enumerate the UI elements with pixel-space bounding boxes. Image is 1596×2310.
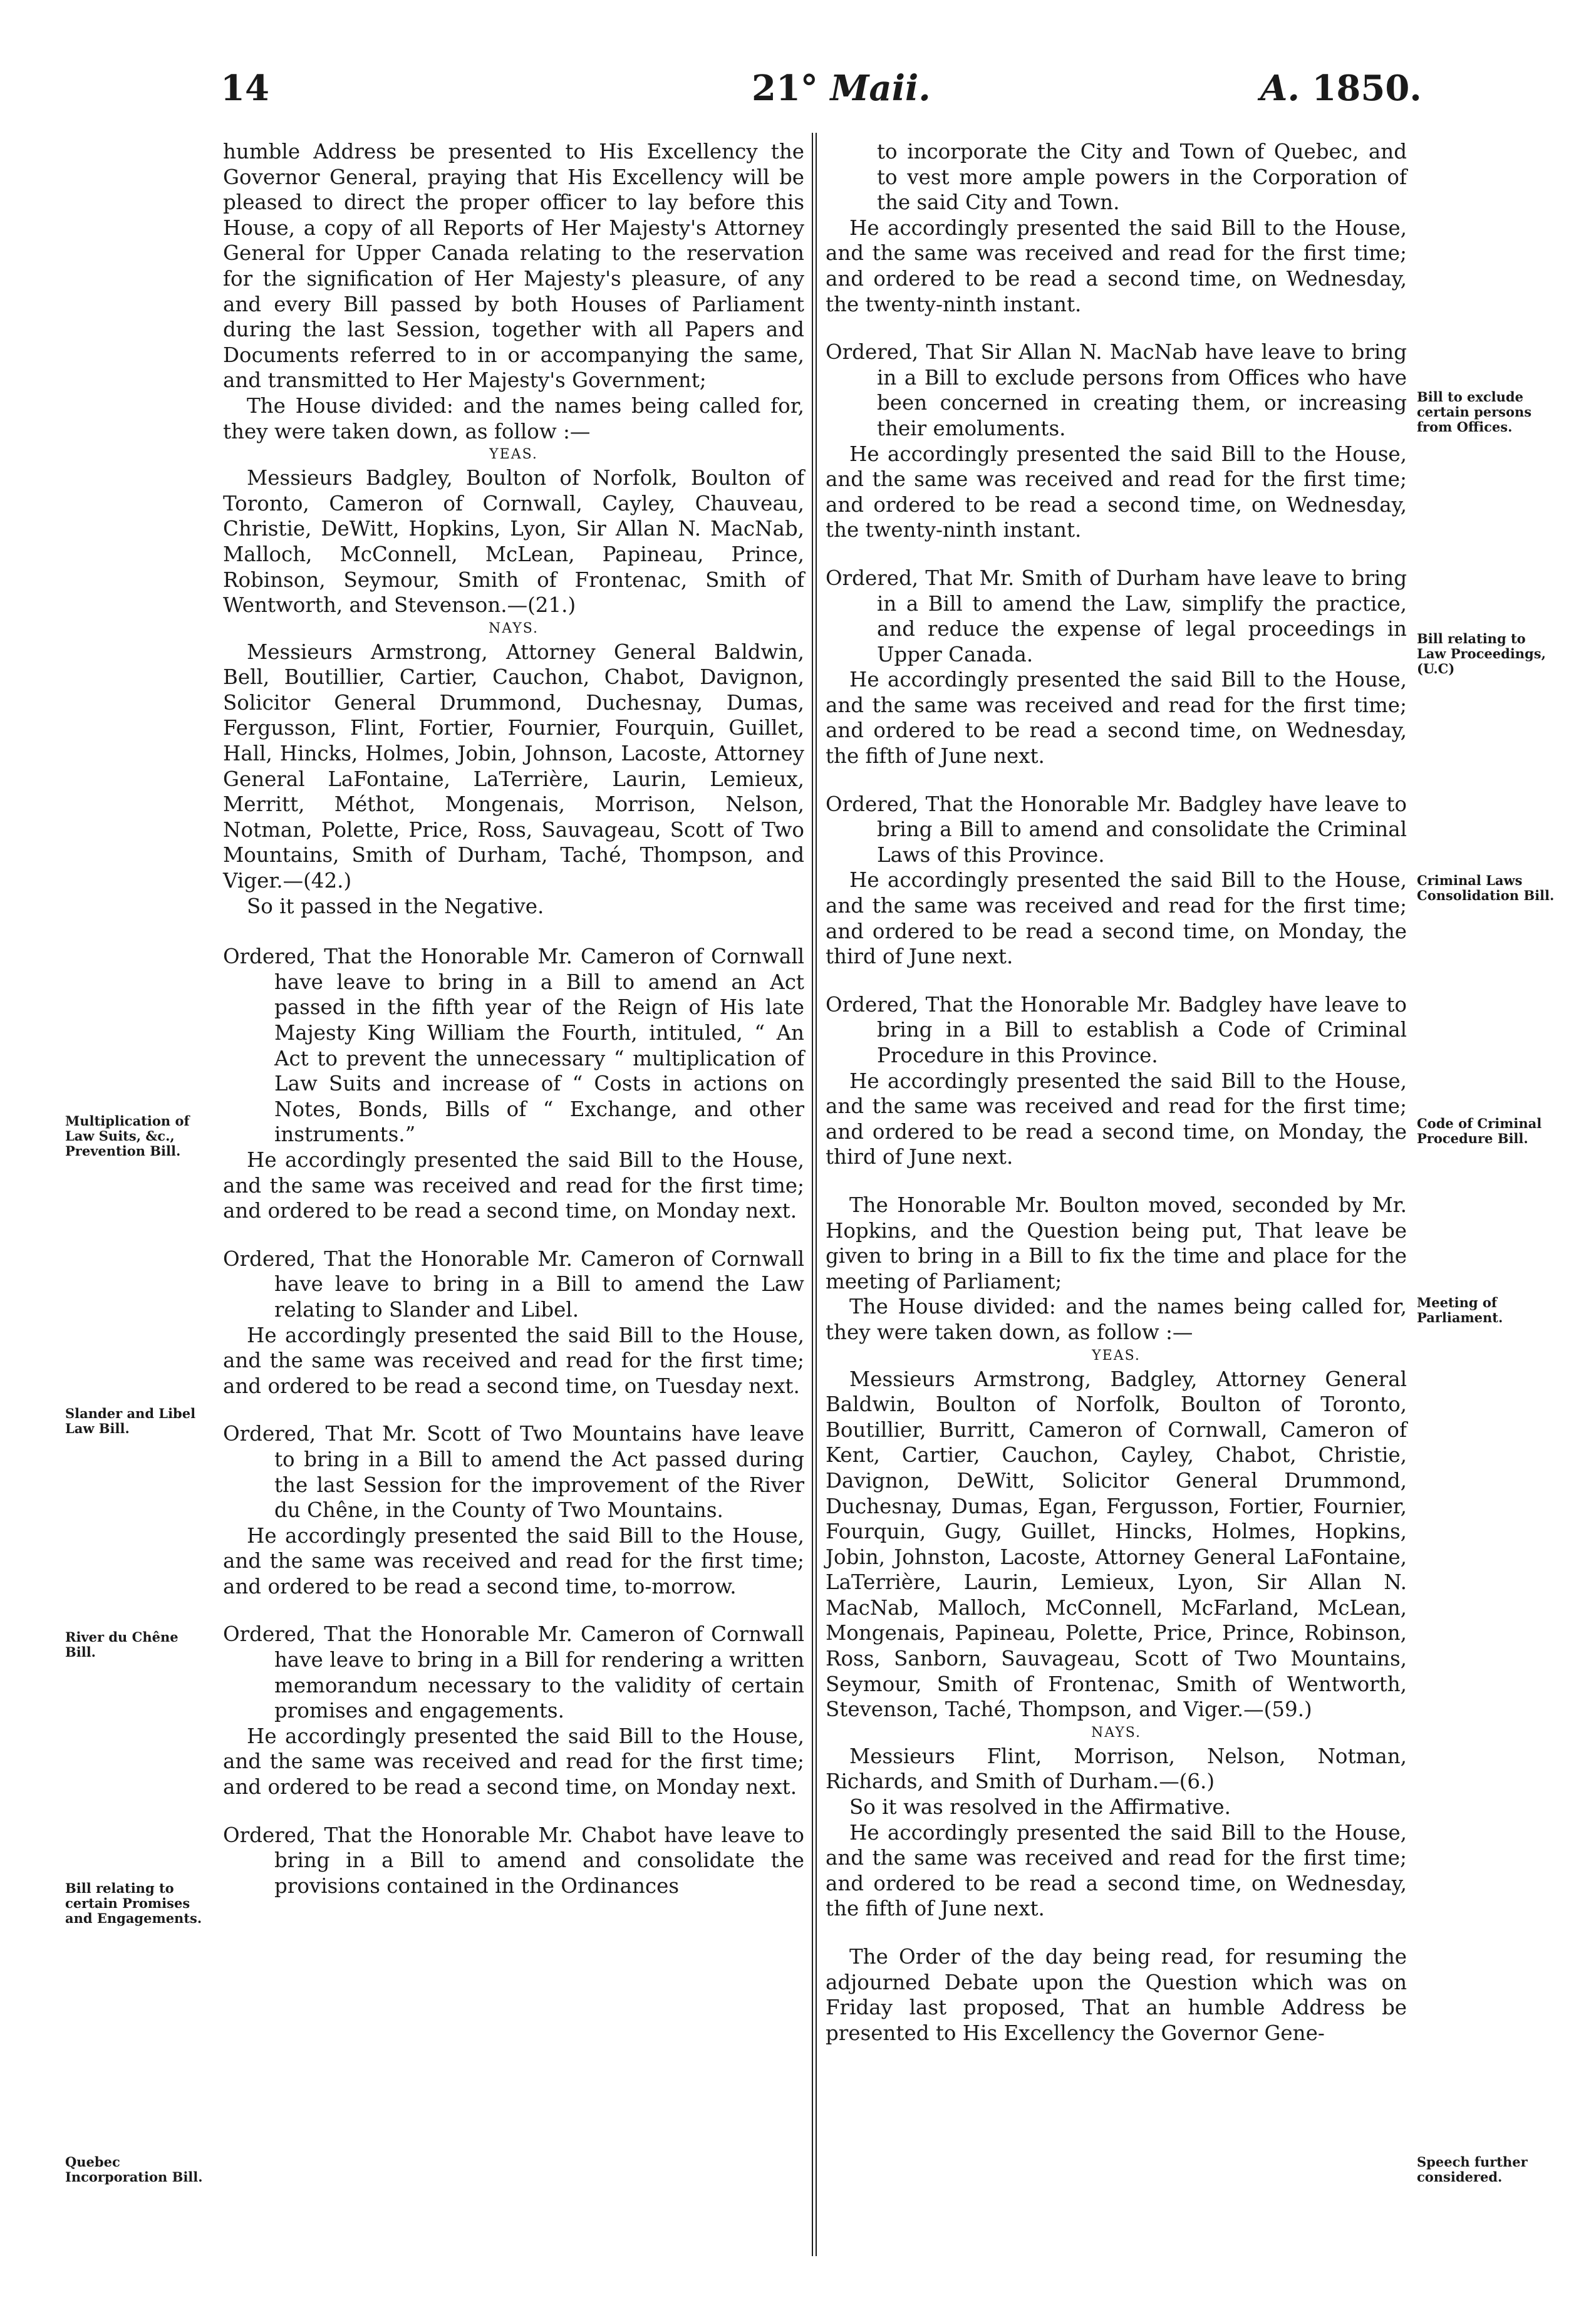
paragraph: humble Address be presented to His Excellency the Governor General, praying that His Excellency will be pleased to direct the proper officer to lay before this House, a copy of all Reports of Her Majesty's Attorney General for Upper Canada relating to the reservation for the signification of Her Majesty's pleasure, of any and every Bill passed by both Houses of Parliament during the last Session, together with all Papers and Documents referred to in or accompanying the same, and transmitted to Her Majesty's Government; xyxy=(223,140,804,393)
yeas-list: Messieurs Armstrong, Badgley, Attorney General Baldwin, Boulton of Norfolk, Boulton of Toronto, Boutillier, Burritt, Cameron of Cornwall, Cameron of Kent, Cartier, Cauchon, Cayley, Chabot, Christie, Davignon, DeWitt, Solicitor General Drummond, Duchesnay, Dumas, Egan, Fergusson, Fortier, Fournier, Fourquin, Gugy, Guillet, Hincks, Holmes, Hopkins, Jobin, Johnston, Lacoste, Attorney General LaFontaine, LaTerrière, Laurin, Lemieux, Lyon, Sir Allan N. MacNab, Malloch, McConnell, McFarland, McLean, Mongenais, Papineau, Polette, Price, Prince, Robinson, Ross, Sanborn, Sauvageau, Scott of Two Mountains, Seymour, Smith of Frontenac, Smith of Wentworth, Stevenson, Taché, Thompson, and Viger.—(59.) xyxy=(826,1367,1407,1722)
paragraph: The House divided: and the names being called for, they were taken down, as follow :— xyxy=(826,1295,1407,1344)
order-paragraph: Ordered, That the Honorable Mr. Cameron of Cornwall have leave to bring in a Bill to amend the Law relating to Slander and Libel. xyxy=(223,1246,804,1322)
paragraph: He accordingly presented the said Bill to the House, and the same was received and read for the first time; and ordered to be read a second time, on Wednesday, the twenty-ninth instant. xyxy=(826,215,1407,316)
paragraph: to incorporate the City and Town of Quebec, and to vest more ample powers in the Corporation of the said City and Town. xyxy=(877,140,1407,215)
left-column xyxy=(223,139,804,1898)
margin-note: Criminal Laws Consolidation Bill. xyxy=(1417,873,1555,903)
paragraph: So it passed in the Negative. xyxy=(247,894,544,918)
margin-note: Multiplication of Law Suits, &c., Prevention Bill. xyxy=(65,1113,190,1159)
order-paragraph: Ordered, That the Honorable Mr. Badgley have leave to bring a Bill to amend and consolidate the Criminal Laws of this Province. xyxy=(826,792,1407,867)
year-value: 1850. xyxy=(1299,68,1422,109)
page-header xyxy=(0,68,1596,124)
header-date xyxy=(752,68,931,109)
year-prefix: A. xyxy=(1260,68,1300,109)
margin-note: Bill to exclude certain persons from Offices. xyxy=(1417,389,1532,435)
nays-list: Messieurs Flint, Morrison, Nelson, Notman, Richards, and Smith of Durham.—(6.) xyxy=(826,1744,1407,1794)
yeas-list: Messieurs Badgley, Boulton of Norfolk, Boulton of Toronto, Cameron of Cornwall, Cayley, Chauveau, Christie, DeWitt, Hopkins, Lyon, Sir Allan N. MacNab, Malloch, McConnell, McLean, Papineau, Prince, Robinson, Seymour, Smith of Frontenac, Smith of Wentworth, and Stevenson.—(21.) xyxy=(223,466,804,618)
date-month: Maii. xyxy=(830,68,931,109)
order-paragraph: Ordered, That the Honorable Mr. Chabot have leave to bring in a Bill to amend and consolidate the provisions contained in the Ordinances xyxy=(223,1823,804,1898)
paragraph: So it was resolved in the Affirmative. xyxy=(849,1795,1231,1820)
paragraph: He accordingly presented the said Bill to the House, and the same was received and read for the first time; and ordered to be read a second time, on Wednesday, the twenty-ninth instant. xyxy=(826,442,1407,542)
order-paragraph: Ordered, That the Honorable Mr. Badgley have leave to bring in a Bill to establish a Code of Criminal Procedure in this Province. xyxy=(826,992,1407,1067)
right-column xyxy=(826,139,1407,2046)
column-rule xyxy=(816,133,817,2256)
header-year xyxy=(1260,68,1422,109)
order-paragraph: Ordered, That Mr. Scott of Two Mountains have leave to bring in a Bill to amend the Act passed during the last Session for the improvement of the River du Chêne, in the County of Two Mountains. xyxy=(223,1422,804,1523)
paragraph: He accordingly presented the said Bill to the House, and the same was received and read for the first time; and ordered to be read a second time, on Tuesday next. xyxy=(223,1323,804,1398)
paragraph: He accordingly presented the said Bill to the House, and the same was received and read for the first time; and ordered to be read a second time, on Wednesday, the fifth of June next. xyxy=(826,668,1407,769)
order-paragraph: Ordered, That Mr. Smith of Durham have leave to bring in a Bill to amend the Law, simplify the practice, and reduce the expense of legal proceedings in Upper Canada. xyxy=(826,566,1407,666)
margin-note: Quebec Incorporation Bill. xyxy=(65,2154,203,2185)
margin-note: Meeting of Parliament. xyxy=(1417,1295,1503,1325)
date-day: 21° xyxy=(752,68,831,109)
margin-note: Bill relating to Law Proceedings, (U.C) xyxy=(1417,631,1546,676)
motion-paragraph: The Honorable Mr. Boulton moved, seconded by Mr. Hopkins, and the Question being put, That leave be given to bring in a Bill to fix the time and place for the meeting of Parliament; xyxy=(826,1193,1407,1293)
paragraph: The House divided: and the names being called for, they were taken down, as follow :— xyxy=(223,393,804,443)
yeas-label: YEAS. xyxy=(1092,1347,1141,1364)
paragraph: The Order of the day being read, for resuming the adjourned Debate upon the Question which was on Friday last proposed, That an humble Address be presented to His Excellency the Governor Gene- xyxy=(826,1945,1407,2045)
margin-note: Bill relating to certain Promises and Engagements. xyxy=(65,1880,202,1926)
paragraph: He accordingly presented the said Bill to the House, and the same was received and read for the first time; and ordered to be read a second time, to-morrow. xyxy=(223,1523,804,1598)
paragraph: He accordingly presented the said Bill to the House, and the same was received and read for the first time; and ordered to be read a second time, on Monday next. xyxy=(223,1724,804,1800)
margin-note: Code of Criminal Procedure Bill. xyxy=(1417,1116,1542,1146)
column-rule xyxy=(812,133,813,2256)
paragraph: He accordingly presented the said Bill to the House, and the same was received and read for the first time; and ordered to be read a second time, on Monday next. xyxy=(223,1147,804,1223)
margin-note: Slander and Libel Law Bill. xyxy=(65,1406,196,1436)
margin-note: River du Chêne Bill. xyxy=(65,1629,179,1660)
yeas-label: YEAS. xyxy=(489,447,538,463)
order-paragraph: Ordered, That the Honorable Mr. Cameron of Cornwall have leave to bring in a Bill for rendering a written memorandum necessary to the validity of certain promises and engagements. xyxy=(223,1622,804,1723)
nays-label: NAYS. xyxy=(1091,1724,1142,1741)
order-paragraph: Ordered, That the Honorable Mr. Cameron of Cornwall have leave to bring in a Bill to amend an Act passed in the fifth year of the Reign of His late Majesty King William the Fourth, intituled, “ An Act to prevent the unnecessary “ multiplication of Law Suits and increase of “ Costs in actions on Notes, Bonds, Bills of “ Exchange, and other instruments.” xyxy=(223,945,804,1147)
page-number: 14 xyxy=(220,68,269,109)
paragraph: He accordingly presented the said Bill to the House, and the same was received and read for the first time; and ordered to be read a second time, on Monday, the third of June next. xyxy=(826,1069,1407,1169)
paragraph: He accordingly presented the said Bill to the House, and the same was received and read for the first time; and ordered to be read a second time, on Monday, the third of June next. xyxy=(826,868,1407,969)
order-paragraph: Ordered, That Sir Allan N. MacNab have leave to bring in a Bill to exclude persons from Offices who have been concerned in creating them, or increasing their emoluments. xyxy=(826,340,1407,440)
nays-list: Messieurs Armstrong, Attorney General Baldwin, Bell, Boutillier, Cartier, Cauchon, Chabot, Davignon, Solicitor General Drummond, Duchesnay, Dumas, Fergusson, Flint, Fortier, Fournier, Fourquin, Guillet, Hall, Hincks, Holmes, Jobin, Johnson, Lacoste, Attorney General LaFontaine, LaTerrière, Laurin, Lemieux, Merritt, Méthot, Mongenais, Morrison, Nelson, Notman, Polette, Price, Ross, Sauvageau, Scott of Two Mountains, Smith of Durham, Taché, Thompson, and Viger.—(42.) xyxy=(223,640,804,893)
margin-note: Speech further considered. xyxy=(1417,2154,1528,2185)
nays-label: NAYS. xyxy=(488,620,539,636)
paragraph: He accordingly presented the said Bill to the House, and the same was received and read for the first time; and ordered to be read a second time, on Wednesday, the fifth of June next. xyxy=(826,1820,1407,1921)
